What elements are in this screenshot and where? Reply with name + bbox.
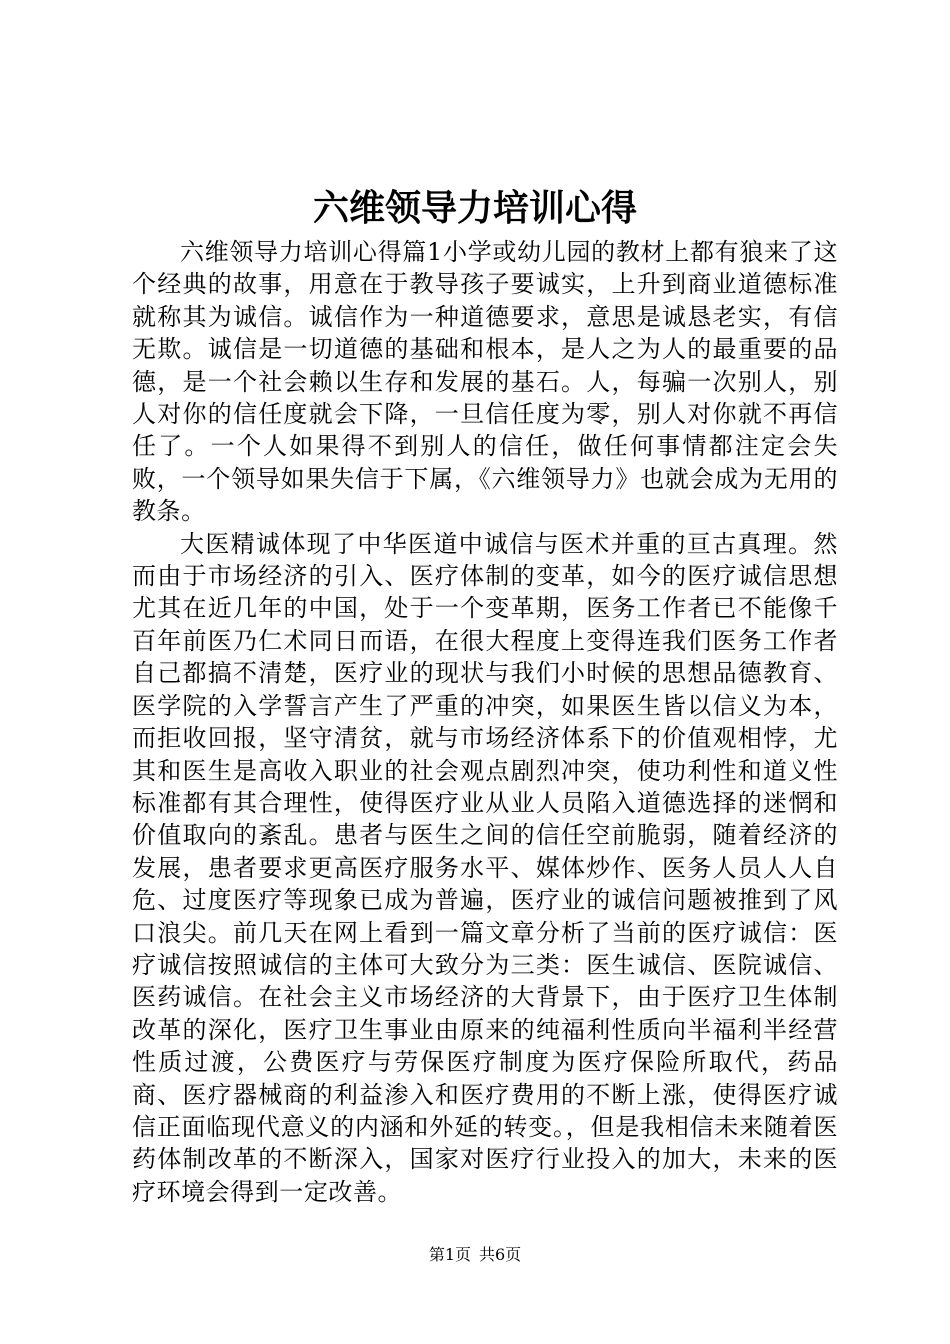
page-number: 第1页 — [428, 1245, 471, 1264]
document-title: 六维领导力培训心得 — [312, 187, 637, 229]
paragraph-2: 大医精诚体现了中华医道中诚信与医术并重的亘古真理。然而由于市场经济的引入、医疗体制的变革，如今的医疗诚信思想尤其在近几年的中国，处于一个变革期，医务工作者已不能像千百年前医乃仁术同日而语，在很大程度上变得连我们医务工作者自己都搞不清楚，医疗业的现状与我们小时候的思想品德教育、医学院的入学誓言产生了严重的冲突，如果医生皆以信义为本，而拒收回报，坚守清贫，就与市场经济体系下的价值观相悖，尤其和医生是高收入职业的社会观点剧烈冲突，使功利性和道义性标准都有其合理性，使得医疗业从业人员陷入道德选择的迷惘和价值取向的紊乱。患者与医生之间的信任空前脆弱，随着经济的发展，患者要求更高医疗服务水平、媒体炒作、医务人员人人自危、过度医疗等现象已成为普遍，医疗业的诚信问题被推到了风口浪尖。前几天在网上看到一篇文章分析了当前的医疗诚信：医疗诚信按照诚信的主体可大致分为三类：医生诚信、医院诚信、医药诚信。在社会主义市场经济的大背景下，由于医疗卫生体制改革的深化，医疗卫生事业由原来的纯福利性质向半福利半经营性质过渡，公费医疗与劳保医疗制度为医疗保险所取代，药品商、医疗器械商的利益渗入和医疗费用的不断上涨，使得医疗诚信正面临现代意义的内涵和外延的转变。，但是我相信未来随着医药体制改革的不断深入，国家对医疗行业投入的加大，未来的医疗环境会得到一定改善。 — [132, 529, 838, 1206]
document-body — [132, 236, 838, 1208]
page-footer — [0, 1245, 950, 1265]
paragraph-1: 六维领导力培训心得篇1小学或幼儿园的教材上都有狼来了这个经典的故事，用意在于教导孩子要诚实，上升到商业道德标准就称其为诚信。诚信作为一种道德要求，意思是诚恳老实，有信无欺。诚信是一切道德的基础和根本，是人之为人的最重要的品德，是一个社会赖以生存和发展的基石。人，每骗一次别人，别人对你的信任度就会下降，一旦信任度为零，别人对你就不再信任了。一个人如果得不到别人的信任，做任何事情都注定会失败，一个领导如果失信于下属，《六维领导力》也就会成为无用的教条。 — [132, 238, 838, 526]
page-total: 共6页 — [479, 1245, 522, 1264]
